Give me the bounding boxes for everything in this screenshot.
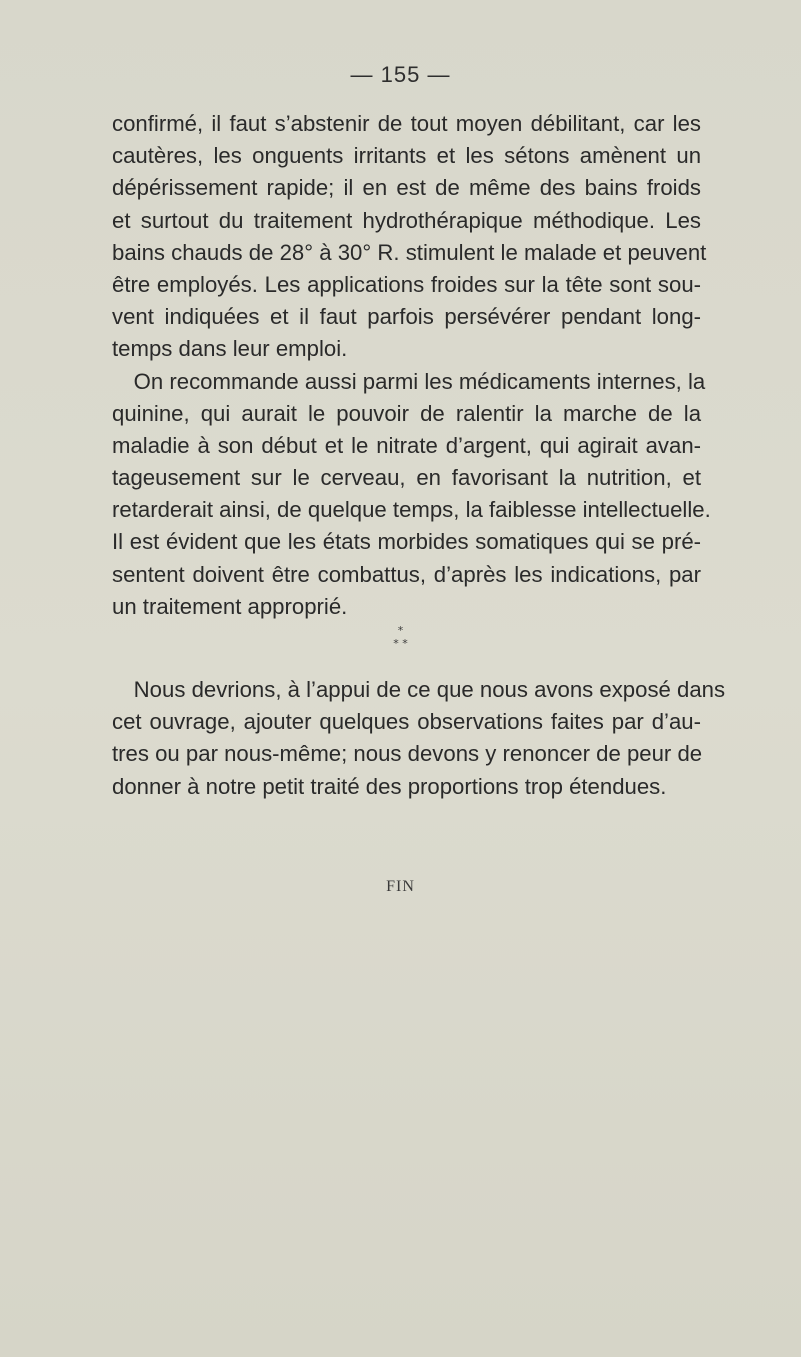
paragraph-1-line: bains chauds de 28° à 30° R. stimulent le malade et peuvent xyxy=(112,239,707,265)
paragraph-1-line: et surtout du traitement hydrothérapique méthodique. Les xyxy=(112,207,702,233)
paragraph-2-line: On recommande aussi parmi les médicaments internes, la xyxy=(133,368,706,394)
paragraph-2-line: tageusement sur le cerveau, en favorisant la nutrition, et xyxy=(112,465,702,491)
paragraph-1-line: dépérissement rapide; il en est de même des bains froids xyxy=(112,175,702,201)
paragraph-2-line: sentent doivent être combattus, d’après les indications, par xyxy=(112,561,702,587)
paragraph-2-line: retarderait ainsi, de quelque temps, la faiblesse intellectuelle. xyxy=(112,497,711,523)
asterism-bottom: * * xyxy=(393,637,408,650)
page-number: — 155 — xyxy=(350,62,451,87)
paragraph-3-line: tres ou par nous-même; nous devons y renoncer de peur de xyxy=(112,741,703,767)
section-asterism xyxy=(0,624,801,650)
paragraph-2-line: quinine, qui aurait le pouvoir de ralentir la marche de la xyxy=(112,400,702,426)
asterism-top: * xyxy=(397,624,404,637)
paragraph-2-line: un traitement approprié. xyxy=(112,593,348,619)
paragraph-1-line: temps dans leur emploi. xyxy=(112,336,348,362)
end-marker: FIN xyxy=(386,878,415,895)
paragraph-1-line: vent indiquées et il faut parfois persévérer pendant long- xyxy=(112,304,702,330)
paragraph-1-line: être employés. Les applications froides sur la tête sont sou- xyxy=(112,271,702,297)
paragraph-1-line: confirmé, il faut s’abstenir de tout moyen débilitant, car les xyxy=(112,111,702,136)
paragraph-2-line: Il est évident que les états morbides somatiques qui se pré- xyxy=(112,529,702,555)
closing-text xyxy=(112,674,726,803)
paragraph-2-line: maladie à son début et le nitrate d’argent, qui agirait avan- xyxy=(112,432,702,458)
paragraph-1-line: cautères, les onguents irritants et les sétons amènent un xyxy=(112,143,702,169)
body-text xyxy=(112,108,711,623)
paragraph-3-line: cet ouvrage, ajouter quelques observations faites par d’au- xyxy=(112,709,702,735)
paragraph-3-line: Nous devrions, à l’appui de ce que nous avons exposé dans xyxy=(133,677,726,702)
paragraph-3-line: donner à notre petit traité des proportions trop étendues. xyxy=(112,773,667,799)
